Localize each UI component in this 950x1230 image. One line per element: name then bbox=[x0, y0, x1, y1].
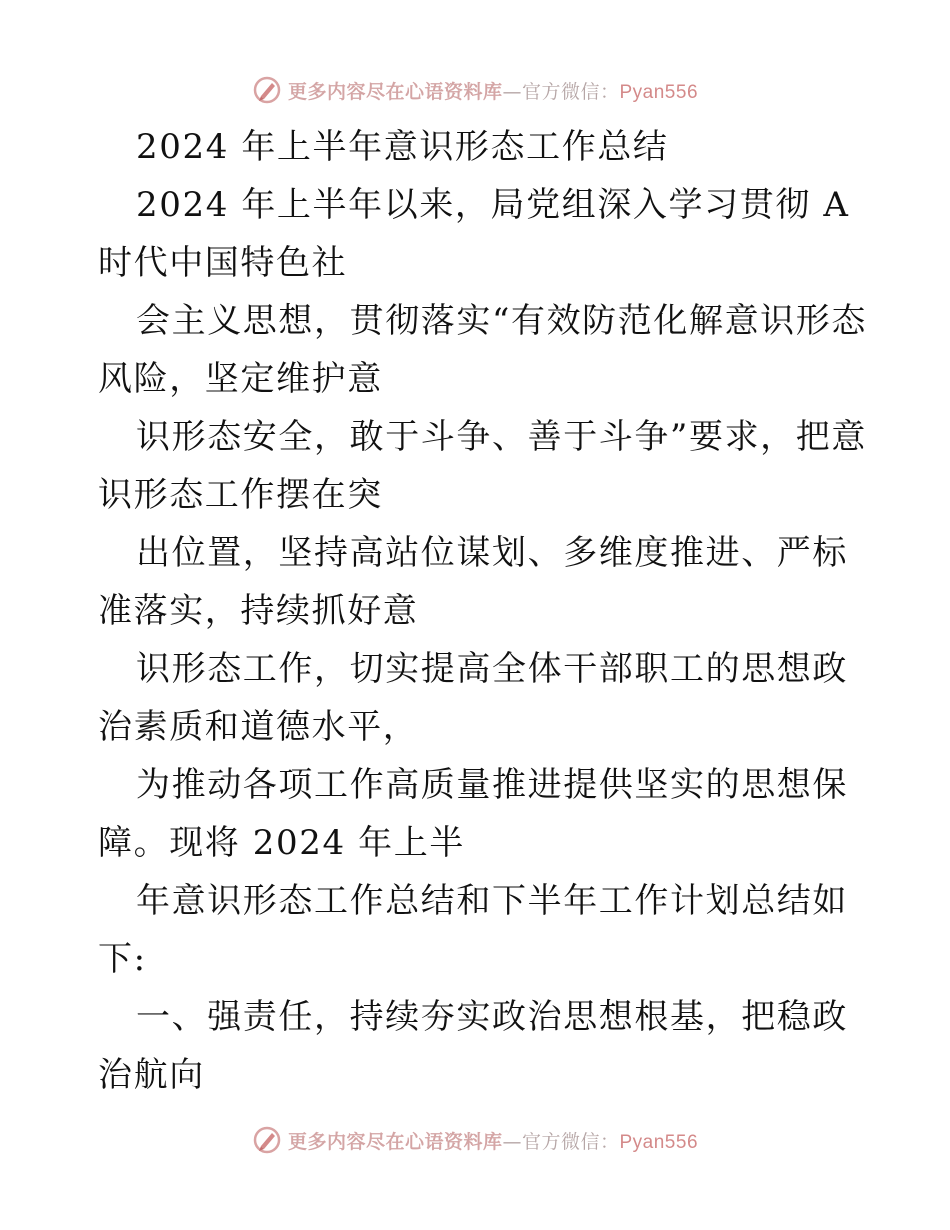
watermark-text bbox=[288, 1127, 698, 1154]
paragraph-8: 一、强责任，持续夯实政治思想根基，把稳政治航向 bbox=[98, 997, 848, 1095]
watermark-separator: — bbox=[502, 1130, 522, 1153]
watermark-brand: 更多内容尽在心语资料库 bbox=[287, 1130, 503, 1153]
paragraph-2: 会主义思想，贯彻落实“有效防范化解意识形态风险，坚定维护意 bbox=[98, 301, 867, 399]
paragraph-7: 年意识形态工作总结和下半年工作计划总结如下: bbox=[98, 881, 848, 979]
footer-watermark-banner bbox=[0, 1120, 950, 1160]
watermark-brand: 更多内容尽在心语资料库 bbox=[287, 80, 503, 103]
pen-logo-icon bbox=[252, 1125, 282, 1155]
pen-logo-icon bbox=[252, 75, 282, 105]
document-body bbox=[98, 118, 868, 1104]
watermark-separator: — bbox=[502, 80, 522, 103]
header-watermark-banner bbox=[0, 70, 950, 110]
watermark-account: Pyan556 bbox=[619, 1131, 699, 1153]
paragraph-5: 识形态工作，切实提高全体干部职工的思想政治素质和道德水平， bbox=[98, 649, 848, 747]
paragraph-1: 2024 年上半年以来，局党组深入学习贯彻 A时代中国特色社 bbox=[98, 185, 850, 283]
watermark-official-label: 官方微信： bbox=[521, 1130, 620, 1153]
document-title: 2024 年上半年意识形态工作总结 bbox=[136, 127, 669, 167]
watermark-account: Pyan556 bbox=[619, 81, 699, 103]
watermark-text bbox=[288, 77, 698, 104]
paragraph-6: 为推动各项工作高质量推进提供坚实的思想保障。现将 2024 年上半 bbox=[98, 765, 848, 863]
watermark-official-label: 官方微信： bbox=[521, 80, 620, 103]
paragraph-4: 出位置，坚持高站位谋划、多维度推进、严标准落实，持续抓好意 bbox=[98, 533, 848, 631]
paragraph-3: 识形态安全，敢于斗争、善于斗争”要求，把意识形态工作摆在突 bbox=[98, 417, 867, 515]
